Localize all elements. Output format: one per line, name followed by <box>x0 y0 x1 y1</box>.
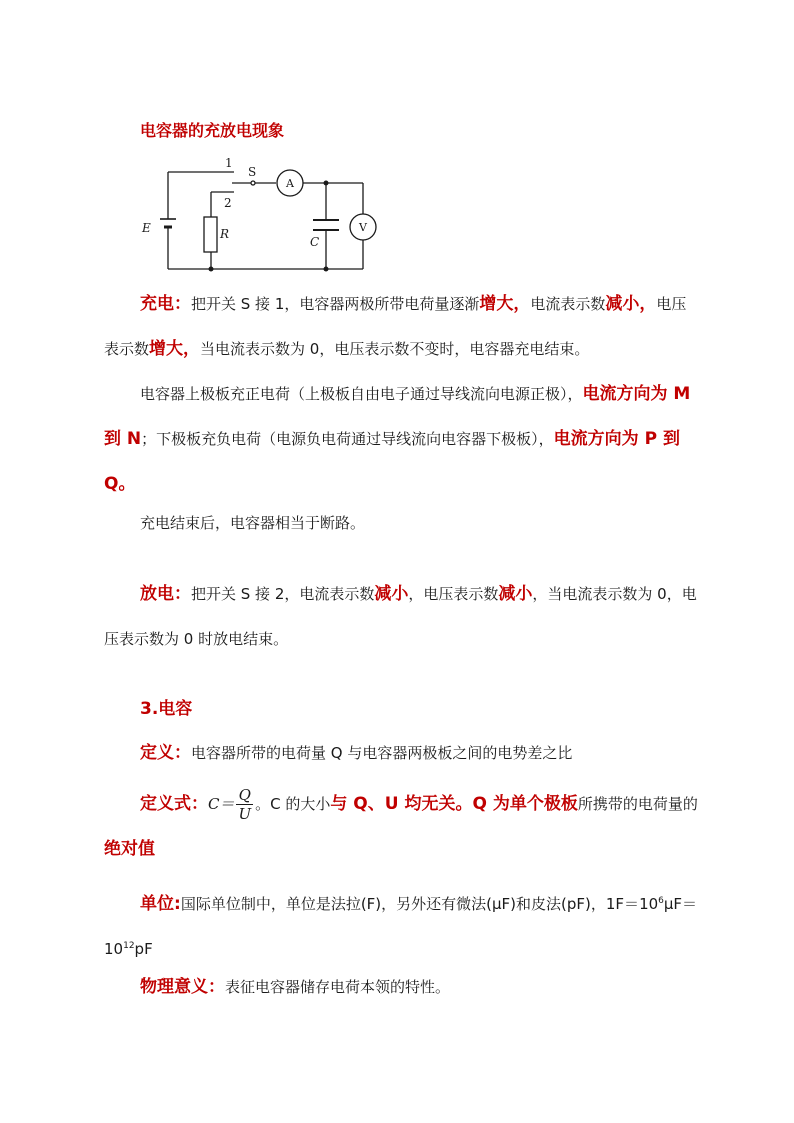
after-charge-text: 充电结束后，电容器相当于断路。 <box>140 514 366 532</box>
junction-dot <box>324 267 329 272</box>
section-3-heading: 3.电容 <box>140 699 193 719</box>
label-voltmeter-v: V <box>359 221 367 234</box>
formula-fraction <box>236 786 253 823</box>
resistor <box>204 217 217 252</box>
unit-heading: 单位: <box>140 894 181 914</box>
unit-text: μF＝10 <box>104 895 698 958</box>
formula-heading: 定义式： <box>140 794 208 814</box>
fraction-numerator: Q <box>236 786 253 805</box>
plates-paragraph <box>104 372 698 507</box>
meaning-line <box>140 972 450 997</box>
formula-lhs: C＝ <box>208 795 235 813</box>
unit-exponent: 12 <box>123 941 135 951</box>
formula-text: 所携带的电荷量的 <box>577 795 698 813</box>
meaning-heading: 物理意义： <box>140 977 225 997</box>
formula-emphasis: 与 Q、U 均无关。Q 为单个极板 <box>330 794 578 814</box>
junction-dot <box>209 267 214 272</box>
meaning-text: 表征电容器储存电荷本领的特性。 <box>225 978 451 996</box>
discharge-text: ，电压表示数 <box>408 585 499 603</box>
switch-pivot <box>251 181 255 185</box>
unit-text: 10 <box>639 895 659 913</box>
fraction-denominator: U <box>238 805 252 823</box>
label-contact-2: 2 <box>224 196 232 210</box>
charge-emphasis: 增大， <box>479 294 531 314</box>
charge-text: 把开关 S 接 1，电容器两极所带电荷量逐渐 <box>191 295 480 313</box>
plates-text: ；下极板充负电荷（电源负电荷通过导线流向电容器下极板）， <box>141 430 554 448</box>
discharge-emphasis: 减小 <box>498 584 533 604</box>
formula-emphasis: 绝对值 <box>104 839 155 859</box>
charge-text: 电压表示数 <box>104 295 687 358</box>
unit-text: 国际单位制中，单位是法拉(F)，另外还有微法(μF)和皮法(pF)，1F＝ <box>180 895 640 913</box>
unit-paragraph <box>104 882 698 972</box>
label-battery-e: E <box>142 221 151 235</box>
formula-text: 。C 的大小 <box>255 795 331 813</box>
label-capacitor-c: C <box>310 235 320 249</box>
formula-paragraph <box>104 782 698 872</box>
discharge-heading: 放电： <box>140 584 191 604</box>
plates-text: 电容器上极板充正电荷（上极板自由电子通过导线流向电源正极）， <box>140 385 583 403</box>
plates-emphasis: 电流方向为 P 到 Q。 <box>104 429 680 494</box>
charge-emphasis: 增大， <box>149 339 201 359</box>
charge-emphasis: 减小， <box>605 294 657 314</box>
discharge-text: 把开关 S 接 2，电流表示数 <box>191 585 375 603</box>
junction-dot <box>324 181 329 186</box>
discharge-emphasis: 减小 <box>374 584 409 604</box>
charge-paragraph <box>104 282 698 372</box>
discharge-text: ，当电流表示数为 0，电压表示数为 0 时放电结束。 <box>104 585 697 648</box>
definition-heading: 定义： <box>140 743 191 763</box>
circuit-diagram <box>0 0 794 300</box>
label-contact-1: 1 <box>225 156 233 170</box>
charge-text: 当电流表示数为 0，电压表示数不变时，电容器充电结束。 <box>200 340 590 358</box>
unit-text: pF <box>134 940 153 958</box>
definition-text: 电容器所带的电荷量 Q 与电容器两极板之间的电势差之比 <box>191 744 573 762</box>
label-switch-s: S <box>248 165 257 179</box>
section-title: 电容器的充放电现象 <box>140 121 285 140</box>
charge-text: 电流表示数 <box>530 295 606 313</box>
unit-exponent: 6 <box>658 896 664 906</box>
definition-line <box>140 738 572 763</box>
discharge-paragraph <box>104 572 698 662</box>
charge-heading: 充电： <box>140 294 191 314</box>
plates-emphasis: 电流方向为 M 到 N <box>104 384 691 449</box>
label-resistor-r: R <box>220 227 230 241</box>
label-ammeter-a: A <box>286 177 294 190</box>
